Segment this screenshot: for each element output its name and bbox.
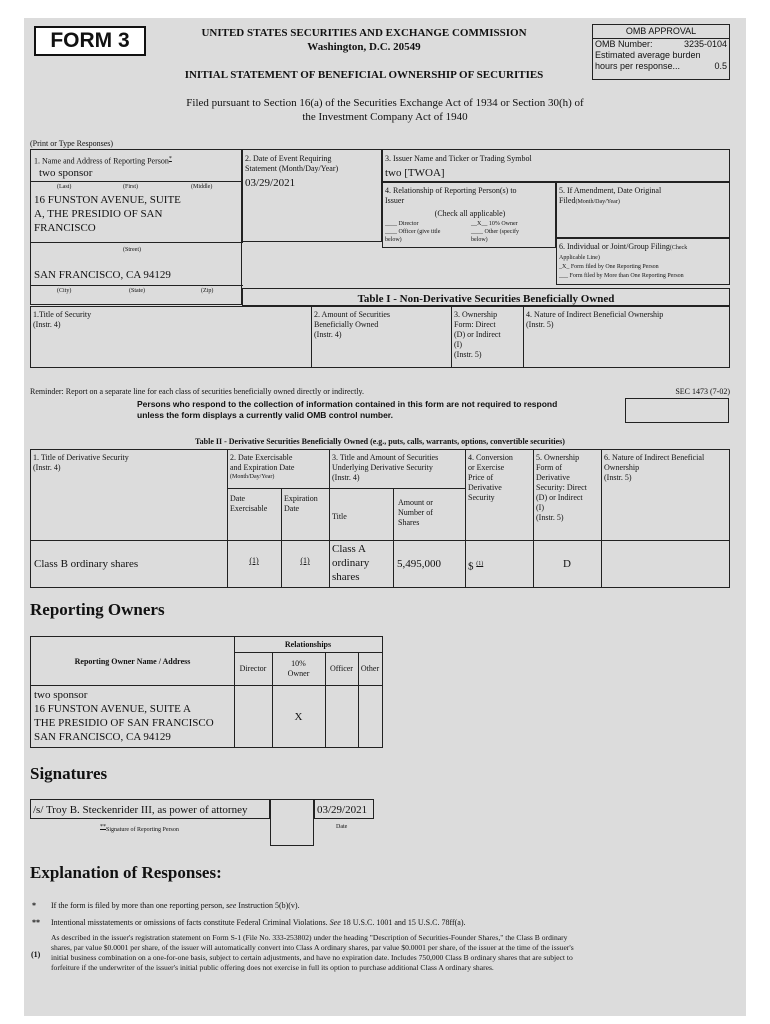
table2-col5c: Derivative: [536, 473, 570, 482]
box4-ten-pct-mark: __X__: [471, 221, 488, 227]
table1-col3: 3. Ownership: [454, 310, 498, 319]
table2-row-underlying1: Class A: [332, 543, 366, 555]
filed-pursuant-line1: Filed pursuant to Section 16(a) of the Securities Exchange Act of 1934 or Section 30(h) of: [186, 97, 584, 109]
box1-last-label: (Last): [57, 184, 72, 190]
explanation-note1-mark: *: [32, 901, 36, 910]
omb-number-label: OMB Number:: [595, 39, 653, 49]
explanation-note2-mark: **: [32, 918, 40, 927]
filed-pursuant-line2: the Investment Company Act of 1940: [302, 111, 468, 123]
ro-owner-line2: 16 FUNSTON AVENUE, SUITE A: [34, 703, 191, 715]
table2: [30, 449, 730, 588]
table2-row-title: Class B ordinary shares: [34, 558, 139, 570]
box4-other: Other (specify: [484, 229, 519, 235]
explanation-note2: [51, 918, 466, 928]
ro-owner-line3: THE PRESIDIO OF SAN FRANCISCO: [34, 717, 214, 729]
box4-director: Director: [398, 221, 419, 227]
box4-director-mark: ____: [385, 221, 397, 227]
box1-zip-label: (Zip): [201, 288, 214, 294]
omb-approval-box: [592, 24, 730, 80]
box1-label: 1. Name and Address of Reporting Person: [34, 156, 169, 166]
omb-hours-label: hours per response...: [595, 61, 681, 71]
signature-date-label: Date: [336, 824, 348, 830]
ro-ten-pct-mark: X: [294, 711, 303, 723]
agency-line2: Washington, D.C. 20549: [307, 41, 421, 53]
table1-col3c: (D) or Indirect: [454, 330, 501, 339]
table2-row-date-exercisable[interactable]: (1): [249, 556, 259, 565]
table2-col2-sub2b: Date: [284, 504, 300, 513]
box4-other-below: below): [471, 237, 488, 243]
signature-label-star: **: [100, 824, 106, 830]
omb-notice: [137, 399, 557, 421]
table1-title: Table I - Non-Derivative Securities Beneficially Owned: [357, 293, 615, 305]
table2-col3-sub2b: Number of: [398, 508, 433, 517]
print-note: (Print or Type Responses): [30, 139, 114, 148]
box1-city-label: (City): [57, 288, 72, 294]
table1-col4: 4. Nature of Indirect Beneficial Ownership: [526, 310, 664, 319]
table2-col5f: (I): [536, 503, 544, 512]
box6-label-small: (Check: [669, 245, 688, 251]
filed-pursuant: [64, 96, 706, 124]
table2-col5g: (Instr. 5): [536, 513, 564, 522]
table2-col5b: Form of: [536, 463, 562, 472]
table2-row-price: $: [468, 560, 474, 573]
box3-value: two [TWOA]: [385, 167, 445, 179]
explanation-note1: [51, 901, 300, 911]
box1-star: *: [168, 156, 172, 162]
table2-col2-sub1b: Exercisable: [230, 504, 268, 513]
ro-director: Director: [239, 664, 267, 673]
table1-col3b: Form: Direct: [454, 320, 496, 329]
omb-notice-box: [625, 398, 729, 423]
table2-col4b: or Exercise: [468, 463, 505, 472]
signature-blank-box: [270, 799, 314, 846]
table2-col3-sub2: Amount or: [398, 498, 433, 507]
table2-col4c: Price of: [468, 473, 494, 482]
table1-col2b: Beneficially Owned: [314, 320, 379, 329]
table2-row-ownership: D: [563, 558, 571, 570]
table2-col2-sub2: Expiration: [284, 494, 318, 503]
table2-row-underlying2: ordinary: [332, 557, 370, 569]
table2-col5d: Security: Direct: [536, 483, 587, 492]
box5-label: 5. If Amendment, Date Original: [559, 186, 662, 195]
box1-street: [34, 193, 181, 235]
box5-label2: Filed: [559, 196, 576, 205]
sec-number: SEC 1473 (7-02): [675, 387, 730, 396]
table2-col4: 4. Conversion: [468, 453, 513, 462]
box4-relationship: [382, 182, 556, 248]
box6-applicable: Applicable Line): [559, 255, 600, 261]
ro-col-name: Reporting Owner Name / Address: [74, 657, 191, 666]
explanation-note1-see: see: [226, 901, 237, 910]
omb-hours-value: 0.5: [714, 61, 727, 71]
table1-col1: 1.Title of Security: [33, 310, 92, 319]
table2-title: Table II - Derivative Securities Beneficially Owned (e.g., puts, calls, warrants, options, convertible securities): [195, 437, 565, 446]
table2-col2-sub1: Date: [230, 494, 246, 503]
table2-row-price-note[interactable]: (1): [476, 561, 484, 567]
box5-label2-small: (Month/Day/Year): [575, 199, 620, 205]
ro-ten-pct: 10%: [291, 659, 306, 668]
table2-col3-sub1: Title: [332, 512, 347, 521]
omb-notice-line2: unless the form displays a currently valid OMB control number.: [137, 410, 394, 420]
box2-label-line1: 2. Date of Event Requiring: [245, 154, 332, 163]
table2-row-amount: 5,495,000: [397, 558, 441, 570]
signature-date-field: [314, 799, 374, 819]
explanation-note3-line4: forfeiture if the underwriter of the issuer's initial public offering does not exercise in full its option to purchase additional Class A ordinary shares.: [51, 963, 494, 972]
box1-street-line1: 16 FUNSTON AVENUE, SUITE: [34, 194, 181, 206]
ro-ten-pct2: Owner: [287, 669, 310, 678]
signature-date: 03/29/2021: [317, 804, 368, 816]
box1-name: two sponsor: [39, 167, 93, 179]
table1-col3d: (I): [454, 340, 462, 349]
signature-field: [30, 799, 270, 819]
box6-opt2: ___ Form filed by More than One Reporting Person: [559, 273, 684, 279]
explanation-note3-line2: shares, par value $0.0001 per share, of the issuer will automatically convert into Class A ordinary shares, par value $0.0001 per share, of the issuer at the time of the issuer's: [51, 943, 574, 952]
table2-col5e: (D) or Indirect: [536, 493, 583, 502]
box6-opt1: _X_ Form filed by One Reporting Person: [559, 264, 659, 270]
box1-state-label: (State): [129, 288, 145, 294]
table1-col3e: (Instr. 5): [454, 350, 482, 359]
table2-col2: 2. Date Exercisable: [230, 453, 293, 462]
box4-check-all: (Check all applicable): [434, 209, 506, 218]
box4-officer-below: below): [385, 237, 402, 243]
table1-col2: 2. Amount of Securities: [314, 310, 390, 319]
table2-col2c: (Month/Day/Year): [230, 474, 275, 480]
box1-reporting-person: [30, 149, 242, 305]
box2-label-line2: Statement (Month/Day/Year): [245, 164, 339, 173]
explanation-note3: [51, 933, 741, 973]
reporting-owners-heading: Reporting Owners: [30, 600, 165, 619]
box4-ten-pct: 10% Owner: [488, 221, 518, 227]
box1-city-state-zip: SAN FRANCISCO, CA 94129: [34, 269, 171, 281]
omb-notice-line1: Persons who respond to the collection of information contained in this form are not required to respond: [137, 399, 558, 409]
reminder-text: Reminder: Report on a separate line for each class of securities beneficially owned directly or indirectly.: [30, 387, 365, 396]
box4-label-line2: Issuer: [385, 196, 405, 205]
table2-col1: 1. Title of Derivative Security: [33, 453, 129, 462]
form-page: [24, 18, 746, 1016]
table2-row-expiration[interactable]: (1): [300, 556, 310, 565]
box1-first-label: (First): [123, 184, 138, 190]
explanation-note1-text: If the form is filed by more than one reporting person,: [51, 901, 225, 910]
form-title: INITIAL STATEMENT OF BENEFICIAL OWNERSHIP OF SECURITIES: [184, 69, 544, 81]
explanation-note2-text: Intentional misstatements or omissions of facts constitute Federal Criminal Violations.: [51, 918, 328, 927]
table1-body: [30, 306, 730, 368]
box2-value: 03/29/2021: [245, 177, 296, 189]
table2-row-underlying3: shares: [332, 571, 360, 583]
box1-street-label: (Street): [123, 247, 141, 253]
box3-label: 3. Issuer Name and Ticker or Trading Symbol: [385, 154, 532, 163]
box2-event-date: [242, 149, 382, 242]
table2-col6c: (Instr. 5): [604, 473, 632, 482]
box1-street-line2: A, THE PRESIDIO OF SAN: [34, 208, 163, 220]
box1-street-line3: FRANCISCO: [34, 222, 96, 234]
table2-col3b: Underlying Derivative Security: [332, 463, 433, 472]
box6-filing: [556, 238, 730, 285]
table1-col4b: (Instr. 5): [526, 320, 554, 329]
table2-col4d: Derivative: [468, 483, 502, 492]
omb-number-value: 3235-0104: [683, 39, 727, 49]
omb-burden-label: Estimated average burden: [595, 50, 701, 60]
ro-owner-line4: SAN FRANCISCO, CA 94129: [34, 731, 171, 743]
explanation-note3-mark: (1): [31, 950, 41, 959]
table2-col5: 5. Ownership: [536, 453, 580, 462]
ro-owner-line1: two sponsor: [34, 689, 88, 701]
explanation-note3-line3: initial business combination on a one-for-one basis, subject to certain adjustments, and have no expiration date. Includes 750,000 Class B ordinary shares that are subject to: [51, 953, 573, 962]
ro-relationships: Relationships: [284, 640, 332, 649]
explanation-note1-end: Instruction 5(b)(v).: [238, 901, 300, 910]
table2-col3-sub2c: Shares: [398, 518, 420, 527]
table2-col1b: (Instr. 4): [33, 463, 61, 472]
box3-issuer: [382, 149, 730, 182]
box4-label-line1: 4. Relationship of Reporting Person(s) to: [385, 186, 517, 195]
explanation-note2-end: 18 U.S.C. 1001 and 15 U.S.C. 78ff(a).: [342, 918, 466, 927]
box1-middle-label: (Middle): [191, 184, 213, 190]
box1-name-underline: [31, 181, 243, 182]
box4-officer: Officer (give title: [398, 229, 441, 235]
table2-col4e: Security: [468, 493, 495, 502]
table2-col6b: Ownership: [604, 463, 640, 472]
box5-amendment: [556, 182, 730, 238]
form-label-box: [34, 26, 146, 56]
explanation-heading: Explanation of Responses:: [30, 863, 222, 882]
omb-title: OMB APPROVAL: [593, 25, 729, 39]
agency-line1: UNITED STATES SECURITIES AND EXCHANGE COMMISSION: [201, 27, 527, 39]
ro-other: Other: [360, 664, 380, 673]
table2-col3c: (Instr. 4): [332, 473, 360, 482]
box4-other-mark: ____: [471, 229, 483, 235]
table1-col2c: (Instr. 4): [314, 330, 342, 339]
table2-col2b: and Expiration Date: [230, 463, 295, 472]
explanation-note3-line1: As described in the issuer's registration statement on Form S-1 (File No. 333-253802) under the heading "Description of Securities-Founder Shares," the Class B ordinary: [51, 933, 568, 942]
signature-label: Signature of Reporting Person: [106, 827, 179, 833]
reporting-owners-table: [30, 636, 383, 748]
ro-officer: Officer: [330, 664, 353, 673]
signature-signer: /s/ Troy B. Steckenrider III, as power of attorney: [33, 804, 248, 816]
table2-col3: 3. Title and Amount of Securities: [332, 453, 439, 462]
signatures-heading: Signatures: [30, 764, 108, 783]
box6-label: 6. Individual or Joint/Group Filing: [559, 242, 670, 251]
table2-col6: 6. Nature of Indirect Beneficial: [604, 453, 705, 462]
table1-title-box: [242, 288, 730, 306]
agency-header: [164, 26, 564, 54]
box4-officer-mark: ____: [385, 229, 397, 235]
table1-col1b: (Instr. 4): [33, 320, 61, 329]
explanation-note2-see: See: [329, 918, 341, 927]
form-label: FORM 3: [50, 29, 130, 52]
